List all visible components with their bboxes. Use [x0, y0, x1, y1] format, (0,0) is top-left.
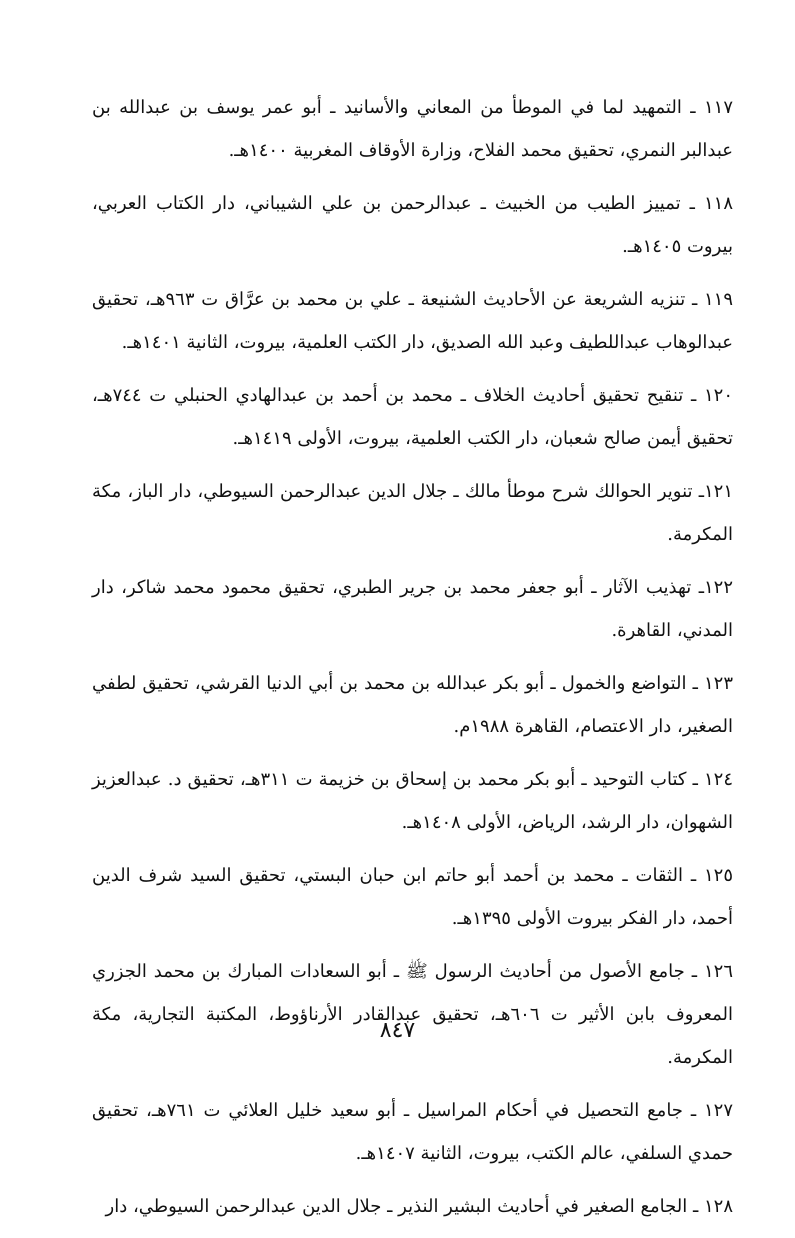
- reference-number: ١٢٠: [703, 385, 733, 406]
- reference-text: ـ جامع التحصيل في أحكام المراسيل ـ أبو سعيد خليل العلائي ت ٧٦١هـ، تحقيق حمدي السلفي، عالم الكتب، بيروت، الثانية ١٤٠٧هـ.: [92, 1100, 733, 1164]
- reference-number: ١٢٦: [703, 961, 733, 982]
- reference-text: ـ تنقيح تحقيق أحاديث الخلاف ـ محمد بن أحمد بن عبدالهادي الحنبلي ت ٧٤٤هـ، تحقيق أيمن صالح شعبان، دار الكتب العلمية، بيروت، الأولى ١٤١٩هـ.: [92, 385, 733, 449]
- reference-text: ـ تمييز الطيب من الخبيث ـ عبدالرحمن بن علي الشيباني، دار الكتاب العربي، بيروت ١٤٠٥هـ.: [92, 193, 733, 257]
- reference-number: ١٢٥: [704, 865, 734, 886]
- reference-number: ١٢٤: [703, 769, 733, 790]
- reference-text: ـ الجامع الصغير في أحاديث البشير النذير ـ جلال الدين عبدالرحمن السيوطي، دار: [105, 1196, 704, 1217]
- reference-number: ١١٨: [703, 193, 733, 214]
- reference-item: [92, 1089, 733, 1175]
- reference-item: [92, 278, 733, 364]
- reference-item: [92, 182, 733, 268]
- reference-item: [92, 566, 733, 652]
- reference-text: ـ تنزيه الشريعة عن الأحاديث الشنيعة ـ علي بن محمد بن عرَّاق ت ٩٦٣هـ، تحقيق عبدالوهاب عبداللطيف وعبد الله الصديق، دار الكتب العلمية، بيروت، الثانية ١٤٠١هـ.: [92, 289, 733, 353]
- reference-number: ١١٧: [703, 97, 733, 118]
- reference-list: [92, 86, 733, 1238]
- reference-text: ـ التواضع والخمول ـ أبو بكر عبدالله بن محمد بن أبي الدنيا القرشي، تحقيق لطفي الصغير، دار الاعتصام، القاهرة ١٩٨٨م.: [92, 673, 733, 737]
- reference-text: ـ تهذيب الآثار ـ أبو جعفر محمد بن جرير الطبري، تحقيق محمود محمد شاكر، دار المدني، القاهرة.: [92, 577, 733, 641]
- reference-text: ـ جامع الأصول من أحاديث الرسول ﷺ ـ أبو السعادات المبارك بن محمد الجزري المعروف بابن الأثير ت ٦٠٦هـ، تحقيق عبدالقادر الأرناؤوط، المكتبة التجارية، مكة المكرمة.: [92, 961, 733, 1068]
- reference-text: ـ الثقات ـ محمد بن أحمد أبو حاتم ابن حبان البستي، تحقيق السيد شرف الدين أحمد، دار الفكر بيروت الأولى ١٣٩٥هـ.: [92, 865, 733, 929]
- reference-item: [92, 950, 733, 1079]
- reference-item: [92, 86, 733, 172]
- reference-number: ١٢٢: [703, 577, 733, 598]
- reference-number: ١٢٨: [703, 1196, 733, 1217]
- reference-number: ١٢٣: [703, 673, 733, 694]
- reference-number: ١٢٧: [703, 1100, 733, 1121]
- reference-number: ١١٩: [703, 289, 733, 310]
- reference-number: ١٢١: [703, 481, 733, 502]
- reference-item: [92, 1185, 733, 1228]
- reference-item: [92, 854, 733, 940]
- reference-item: [92, 758, 733, 844]
- reference-text: ـ كتاب التوحيد ـ أبو بكر محمد بن إسحاق بن خزيمة ت ٣١١هـ، تحقيق د. عبدالعزيز الشهوان، دار الرشد، الرياض، الأولى ١٤٠٨هـ.: [92, 769, 733, 833]
- reference-text: ـ تنوير الحوالك شرح موطأ مالك ـ جلال الدين عبدالرحمن السيوطي، دار الباز، مكة المكرمة.: [92, 481, 733, 545]
- page-number: ٨٤٧: [379, 1018, 416, 1043]
- reference-item: [92, 374, 733, 460]
- reference-item: [92, 662, 733, 748]
- reference-text: ـ التمهيد لما في الموطأ من المعاني والأسانيد ـ أبو عمر يوسف بن عبدالله بن عبدالبر النمري، تحقيق محمد الفلاح، وزارة الأوقاف المغربية ١٤٠٠هـ.: [92, 97, 733, 161]
- reference-item: [92, 470, 733, 556]
